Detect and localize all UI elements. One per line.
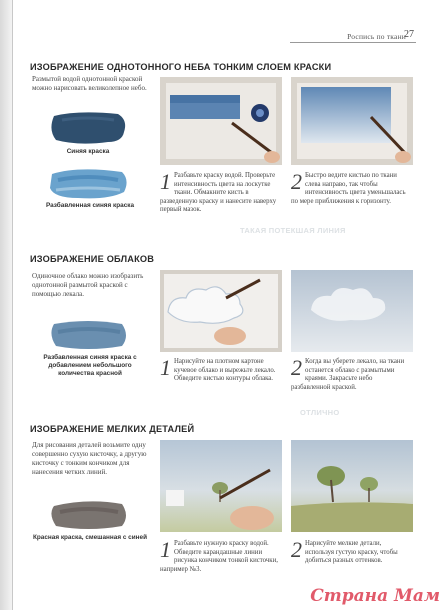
step-sky-1-text: Разбавьте краску водой. Проверьте интенсивность цвета на лоскутке ткани. Обмакните кисть в разведенную краску и нанесите наверху первый мазок. — [160, 172, 277, 214]
section-title-clouds: ИЗОБРАЖЕНИЕ ОБЛАКОВ — [30, 254, 155, 264]
step-clouds-1 — [160, 355, 280, 384]
step-number: 2 — [291, 355, 302, 380]
step-details-1-text: Разбавьте нужную краску водой. Обведите карандашные линии рисунка кончиком тонкой кисточки, например №3. — [160, 540, 278, 573]
swatch-diluted-blue — [48, 166, 130, 202]
photo-sky-step2 — [291, 77, 413, 165]
swatch-label-diluted-blue: Разбавленная синяя краска — [45, 202, 135, 209]
photo-cloud-step1 — [160, 270, 282, 352]
running-head-section: Роспись по ткани — [347, 32, 406, 41]
step-sky-2 — [291, 169, 411, 206]
photo-details-step2 — [291, 440, 413, 532]
step-clouds-2-text: Когда вы уберете лекало, на ткани останется облако с размытыми краями. Закрасьте небо разбавленной краской. — [291, 358, 405, 391]
watermark: Страна Мам — [310, 586, 440, 606]
page-number: 27 — [404, 29, 414, 40]
intro-sky: Размытой водой однотонной краской можно нарисовать великолепное небо. — [32, 75, 147, 92]
page-edge — [0, 0, 12, 610]
swatch-blue-red — [48, 318, 130, 352]
ghost-text-a: ТАКАЯ ПОТЕКШАЯ ЛИНИЯ — [240, 226, 346, 235]
swatch-red-blue — [48, 498, 130, 532]
photo-details-step1 — [160, 440, 282, 532]
step-details-1 — [160, 537, 280, 574]
step-number: 2 — [291, 169, 302, 194]
step-number: 2 — [291, 537, 302, 562]
step-sky-1 — [160, 169, 280, 215]
running-head — [347, 32, 406, 41]
swatch-label-red-blue: Красная краска, смешанная с синей — [33, 534, 147, 541]
step-details-2-text: Нарисуйте мелкие детали, используя густую краску, чтобы добиться разных оттенков. — [305, 540, 398, 565]
step-sky-2-text: Быстро ведите кистью по ткани слева направо, так чтобы интенсивность цвета уменьшалась по мере приближения к горизонту. — [291, 172, 406, 205]
ghost-text-c: ОТЛИЧНО — [300, 408, 340, 417]
step-number: 1 — [160, 355, 171, 380]
page-spine-line — [12, 0, 13, 610]
swatch-label-blue: Синяя краска — [66, 148, 110, 155]
intro-clouds: Одиночное облако можно изобразить однотонной размытой краской с помощью лекала. — [32, 272, 144, 298]
section-title-sky: ИЗОБРАЖЕНИЕ ОДНОТОННОГО НЕБА ТОНКИМ СЛОЕМ КРАСКИ — [30, 62, 332, 72]
section-title-details: ИЗОБРАЖЕНИЕ МЕЛКИХ ДЕТАЛЕЙ — [30, 424, 195, 434]
photo-sky-step1 — [160, 77, 282, 165]
step-number: 1 — [160, 169, 171, 194]
step-number: 1 — [160, 537, 171, 562]
step-details-2 — [291, 537, 411, 566]
step-clouds-2 — [291, 355, 411, 392]
step-clouds-1-text: Нарисуйте на плотном картоне кучевое облако и вырежьте лекало. Обведите кистью контуры облака. — [174, 358, 276, 383]
header-rule — [290, 42, 416, 43]
swatch-blue — [48, 110, 130, 146]
intro-details: Для рисования деталей возьмите одну совершенно сухую кисточку, а другую кисточку с тонким кончиком для нанесения четких линий. — [32, 441, 147, 476]
photo-cloud-step2 — [291, 270, 413, 352]
swatch-label-blue-red: Разбавленная синяя краска с добавлением небольшого количества красной — [43, 354, 137, 377]
